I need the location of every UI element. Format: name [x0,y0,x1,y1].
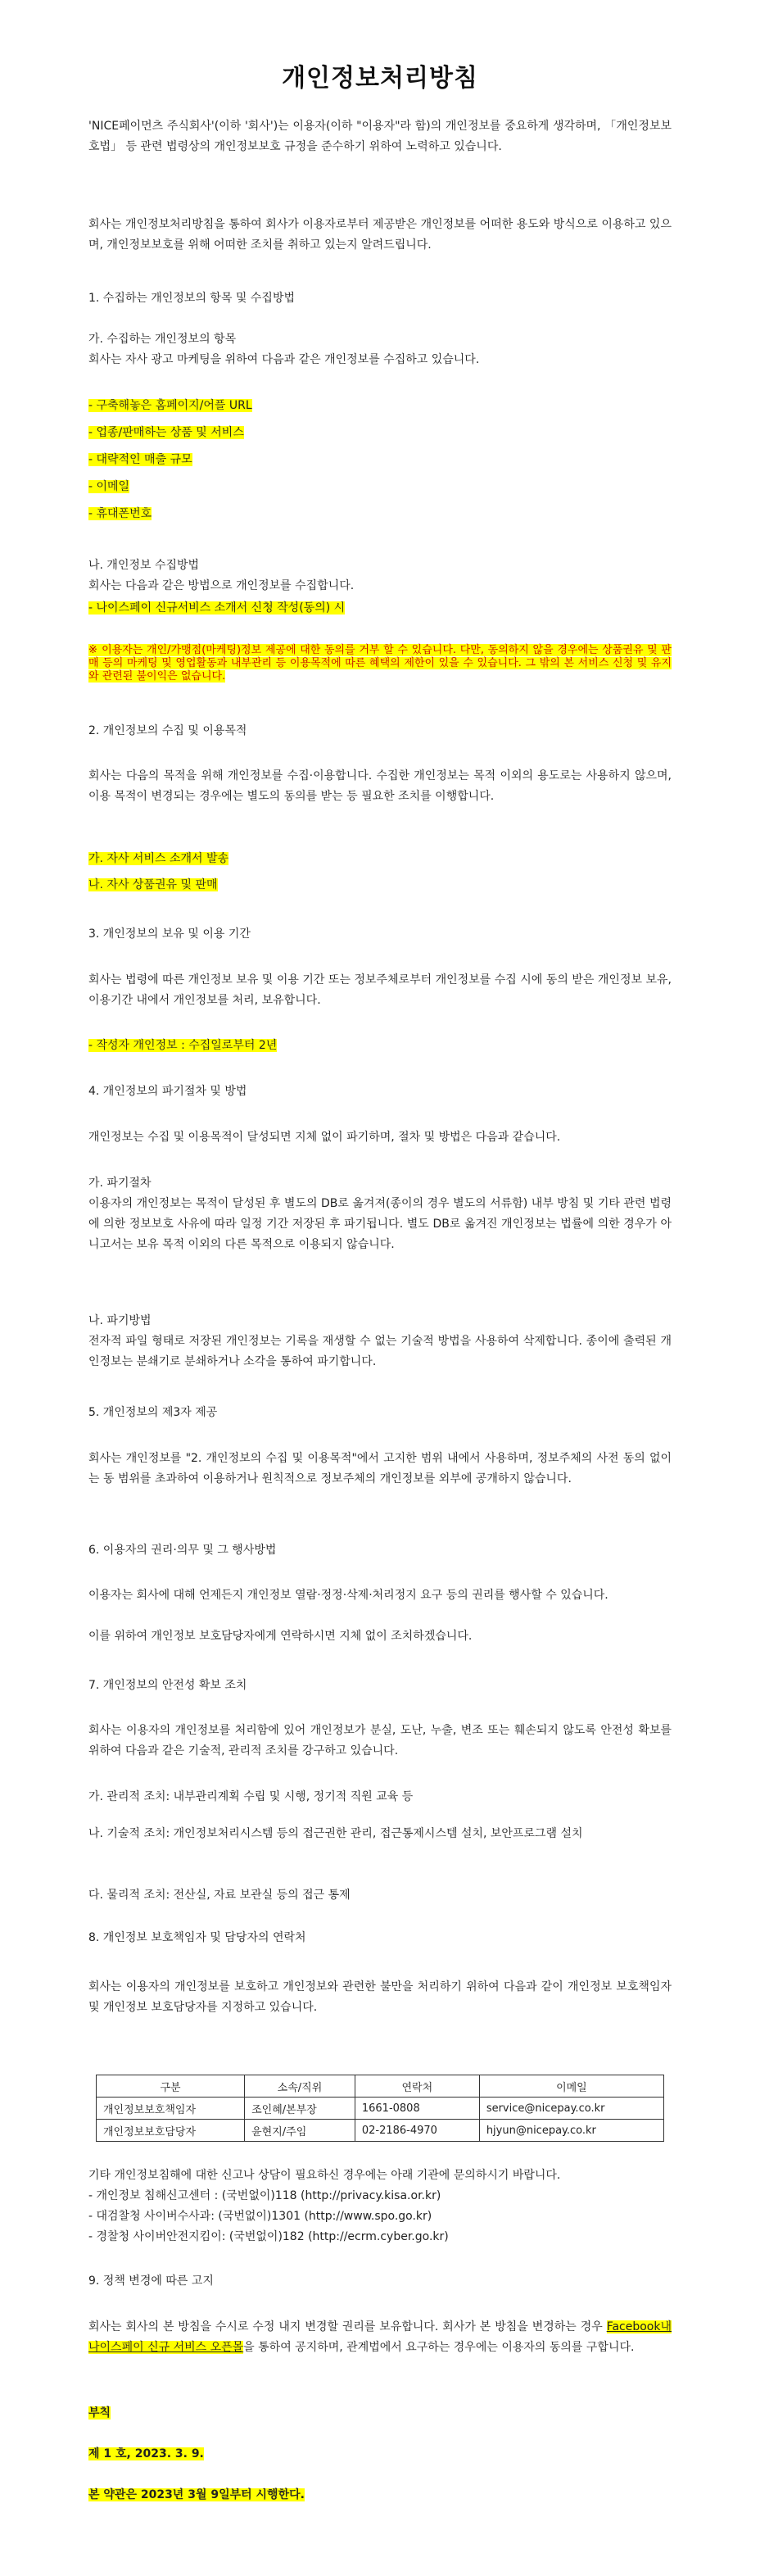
collected-item-3: - 대략적인 매출 규모 [88,453,192,466]
section-4b-desc: 전자적 파일 형태로 저장된 개인정보는 기록을 재생할 수 없는 기술적 방법을 사용하여 삭제합니다. 종이에 출력된 개인정보는 분쇄기로 분쇄하거나 소각을 통하여 파기합니다. [88,1335,672,1368]
section-4a-title: 가. 파기절차 [88,1177,152,1190]
consent-notice: ※ 이용자는 개인/가맹점(마케팅)정보 제공에 대한 동의를 거부 할 수 있습니다. 다만, 동의하지 않을 경우에는 상품권유 및 판매 등의 마케팅 및 영업활동과 내부관리 등 이용목적에 따른 혜택의 제한이 있을 수 있습니다. 그 밖의 본 서비스 신청 및 유지와 관련된 불이익은 없습니다. [88,644,672,683]
section-7-item-b: 나. 기술적 조치: 개인정보처리시스템 등의 접근권한 관리, 접근통제시스템 설치, 보안프로그램 설치 [88,1827,583,1840]
section-3-heading: 3. 개인정보의 보유 및 이용 기간 [88,927,251,941]
list-item [88,504,152,524]
section-8-other: 기타 개인정보침해에 대한 신고나 상담이 필요하신 경우에는 아래 기관에 문의하시기 바랍니다. [88,2169,561,2182]
table-cell: 개인정보보호담당자 [97,2120,245,2142]
section-2-desc: 회사는 다음의 목적을 위해 개인정보를 수집·이용합니다. 수집한 개인정보는 목적 이외의 용도로는 사용하지 않으며, 이용 목적이 변경되는 경우에는 별도의 동의를 받는 등 필요한 조치를 이행합니다. [88,769,672,803]
collection-method-item: - 나이스페이 신규서비스 소개서 신청 작성(동의) 시 [88,601,346,615]
section-4a-desc: 이용자의 개인정보는 목적이 달성된 후 별도의 DB로 옮겨져(종이의 경우 별도의 서류함) 내부 방침 및 기타 관련 법령에 의한 정보보호 사유에 따라 일정 기간 저장된 후 파기됩니다. 별도 DB로 옮겨진 개인정보는 법률에 의한 경우가 아니고서는 보유 목적 이외의 다른 목적으로 이용되지 않습니다. [88,1197,672,1251]
org-item-3: - 경찰청 사이버안전지킴이: (국번없이)182 (http://ecrm.cyber.go.kr) [88,2230,449,2243]
purpose-item-1: 가. 자사 서비스 소개서 발송 [88,852,229,865]
org-item-1: - 개인정보 침해신고센터 : (국번없이)118 (http://privacy.kisa.or.kr) [88,2189,441,2202]
section-4-desc: 개인정보는 수집 및 이용목적이 달성되면 지체 없이 파기하며, 절차 및 방법은 다음과 같습니다. [88,1131,561,1144]
table-cell: 1661-0808 [355,2098,479,2120]
appendix-effective-date: 본 약관은 2023년 3월 9일부터 시행한다. [88,2488,305,2501]
org-item-2: - 대검찰청 사이버수사과: (국번없이)1301 (http://www.spo.go.kr) [88,2210,432,2223]
table-header: 소속/직위 [245,2075,355,2098]
section-5-heading: 5. 개인정보의 제3자 제공 [88,1406,218,1419]
table-header: 구분 [97,2075,245,2098]
table-cell: 조인혜/본부장 [245,2098,355,2120]
table-header: 연락처 [355,2075,479,2098]
section-7-item-c: 다. 물리적 조치: 전산실, 자료 보관실 등의 접근 통제 [88,1889,351,1902]
section-6-heading: 6. 이용자의 권리·의무 및 그 행사방법 [88,1544,277,1557]
list-item [88,450,192,470]
list-item [88,477,129,497]
intro-paragraph-2: 회사는 개인정보처리방침을 통하여 회사가 이용자로부터 제공받은 개인정보를 어떠한 용도와 방식으로 이용하고 있으며, 개인정보보호를 위해 어떠한 조치를 취하고 있는지 알려드립니다. [88,218,672,252]
list-item [88,875,218,896]
collected-item-5: - 휴대폰번호 [88,507,152,520]
table-cell: 02-2186-4970 [355,2120,479,2142]
list-item [88,598,345,619]
section-1b-title: 나. 개인정보 수집방법 [88,559,200,572]
appendix-title: 부칙 [88,2406,111,2420]
section-5-desc: 회사는 개인정보를 "2. 개인정보의 수집 및 이용목적"에서 고지한 범위 내에서 사용하며, 정보주체의 사전 동의 없이는 동 범위를 초과하여 이용하거나 원칙적으로 정보주체의 개인정보를 외부에 공개하지 않습니다. [88,1452,672,1485]
table-cell: 윤현지/주임 [245,2120,355,2142]
section-8-desc: 회사는 이용자의 개인정보를 보호하고 개인정보와 관련한 불만을 처리하기 위하여 다음과 같이 개인정보 보호책임자 및 개인정보 보호담당자를 지정하고 있습니다. [88,1980,672,2014]
section-9-heading: 9. 정책 변경에 따른 고지 [88,2274,214,2288]
retention-item: - 작성자 개인정보 : 수집일로부터 2년 [88,1039,278,1052]
appendix-number: 제 1 호, 2023. 3. 9. [88,2447,204,2460]
table-row [97,2098,664,2120]
page-title: 개인정보처리방침 [282,64,478,93]
section-8-heading: 8. 개인정보 보호책임자 및 담당자의 연락처 [88,1931,306,1944]
table-cell: service@nicepay.co.kr [479,2098,663,2120]
contact-table [96,2075,664,2142]
collected-item-4: - 이메일 [88,480,130,493]
section-7-heading: 7. 개인정보의 안전성 확보 조치 [88,1679,247,1692]
section-4-heading: 4. 개인정보의 파기절차 및 방법 [88,1085,247,1098]
section-3-desc: 회사는 법령에 따른 개인정보 보유 및 이용 기간 또는 정보주체로부터 개인정보를 수집 시에 동의 받은 개인정보 보유, 이용기간 내에서 개인정보를 처리, 보유합니다. [88,973,672,1007]
section-7-desc: 회사는 이용자의 개인정보를 처리함에 있어 개인정보가 분실, 도난, 누출, 변조 또는 훼손되지 않도록 안전성 확보를 위하여 다음과 같은 기술적, 관리적 조치를 강구하고 있습니다. [88,1724,672,1757]
list-item [88,849,228,869]
collected-item-1: - 구축해놓은 홈페이지/어플 URL [88,399,252,412]
section-1a-desc: 회사는 자사 광고 마케팅을 위하여 다음과 같은 개인정보를 수집하고 있습니다. [88,353,480,366]
collected-item-2: - 업종/판매하는 상품 및 서비스 [88,426,244,439]
list-item [88,423,244,443]
list-item [88,396,252,416]
section-1-heading: 1. 수집하는 개인정보의 항목 및 수집방법 [88,292,295,305]
table-cell: 개인정보보호책임자 [97,2098,245,2120]
intro-paragraph-1: 'NICE페이먼츠 주식회사'(이하 '회사')는 이용자(이하 "이용자"라 함)의 개인정보를 중요하게 생각하며, 「개인정보보호법」 등 관련 법령상의 개인정보보호 규정을 준수하기 위하여 노력하고 있습니다. [88,120,672,153]
section-6-desc-2: 이를 위하여 개인정보 보호담당자에게 연락하시면 지체 없이 조치하겠습니다. [88,1630,473,1643]
section-9-desc: 회사는 회사의 본 방침을 수시로 수정 내지 변경할 권리를 보유합니다. 회사가 본 방침을 변경하는 경우 Facebook내 나이스페이 신규 서비스 오픈몰을 통하여 공지하며, 관계법에서 요구하는 경우에는 이용자의 동의를 구합니다. [88,2320,672,2354]
section-1a-title: 가. 수집하는 개인정보의 항목 [88,333,237,346]
section-6-desc-1: 이용자는 회사에 대해 언제든지 개인정보 열람·정정·삭제·처리정지 요구 등의 권리를 행사할 수 있습니다. [88,1589,608,1602]
list-item [88,1036,277,1056]
section-7-item-a: 가. 관리적 조치: 내부관리계획 수립 및 시행, 정기적 직원 교육 등 [88,1790,414,1803]
purpose-item-2: 나. 자사 상품권유 및 판매 [88,878,218,891]
section-1b-desc: 회사는 다음과 같은 방법으로 개인정보를 수집합니다. [88,579,355,592]
section-2-heading: 2. 개인정보의 수집 및 이용목적 [88,724,247,737]
table-header: 이메일 [479,2075,663,2098]
section-4b-title: 나. 파기방법 [88,1314,152,1327]
table-row [97,2120,664,2142]
table-header-row [97,2075,664,2098]
notice-channel-highlight: Facebook내 나이스페이 신규 서비스 오픈몰 [88,2320,672,2354]
table-cell: hjyun@nicepay.co.kr [479,2120,663,2142]
